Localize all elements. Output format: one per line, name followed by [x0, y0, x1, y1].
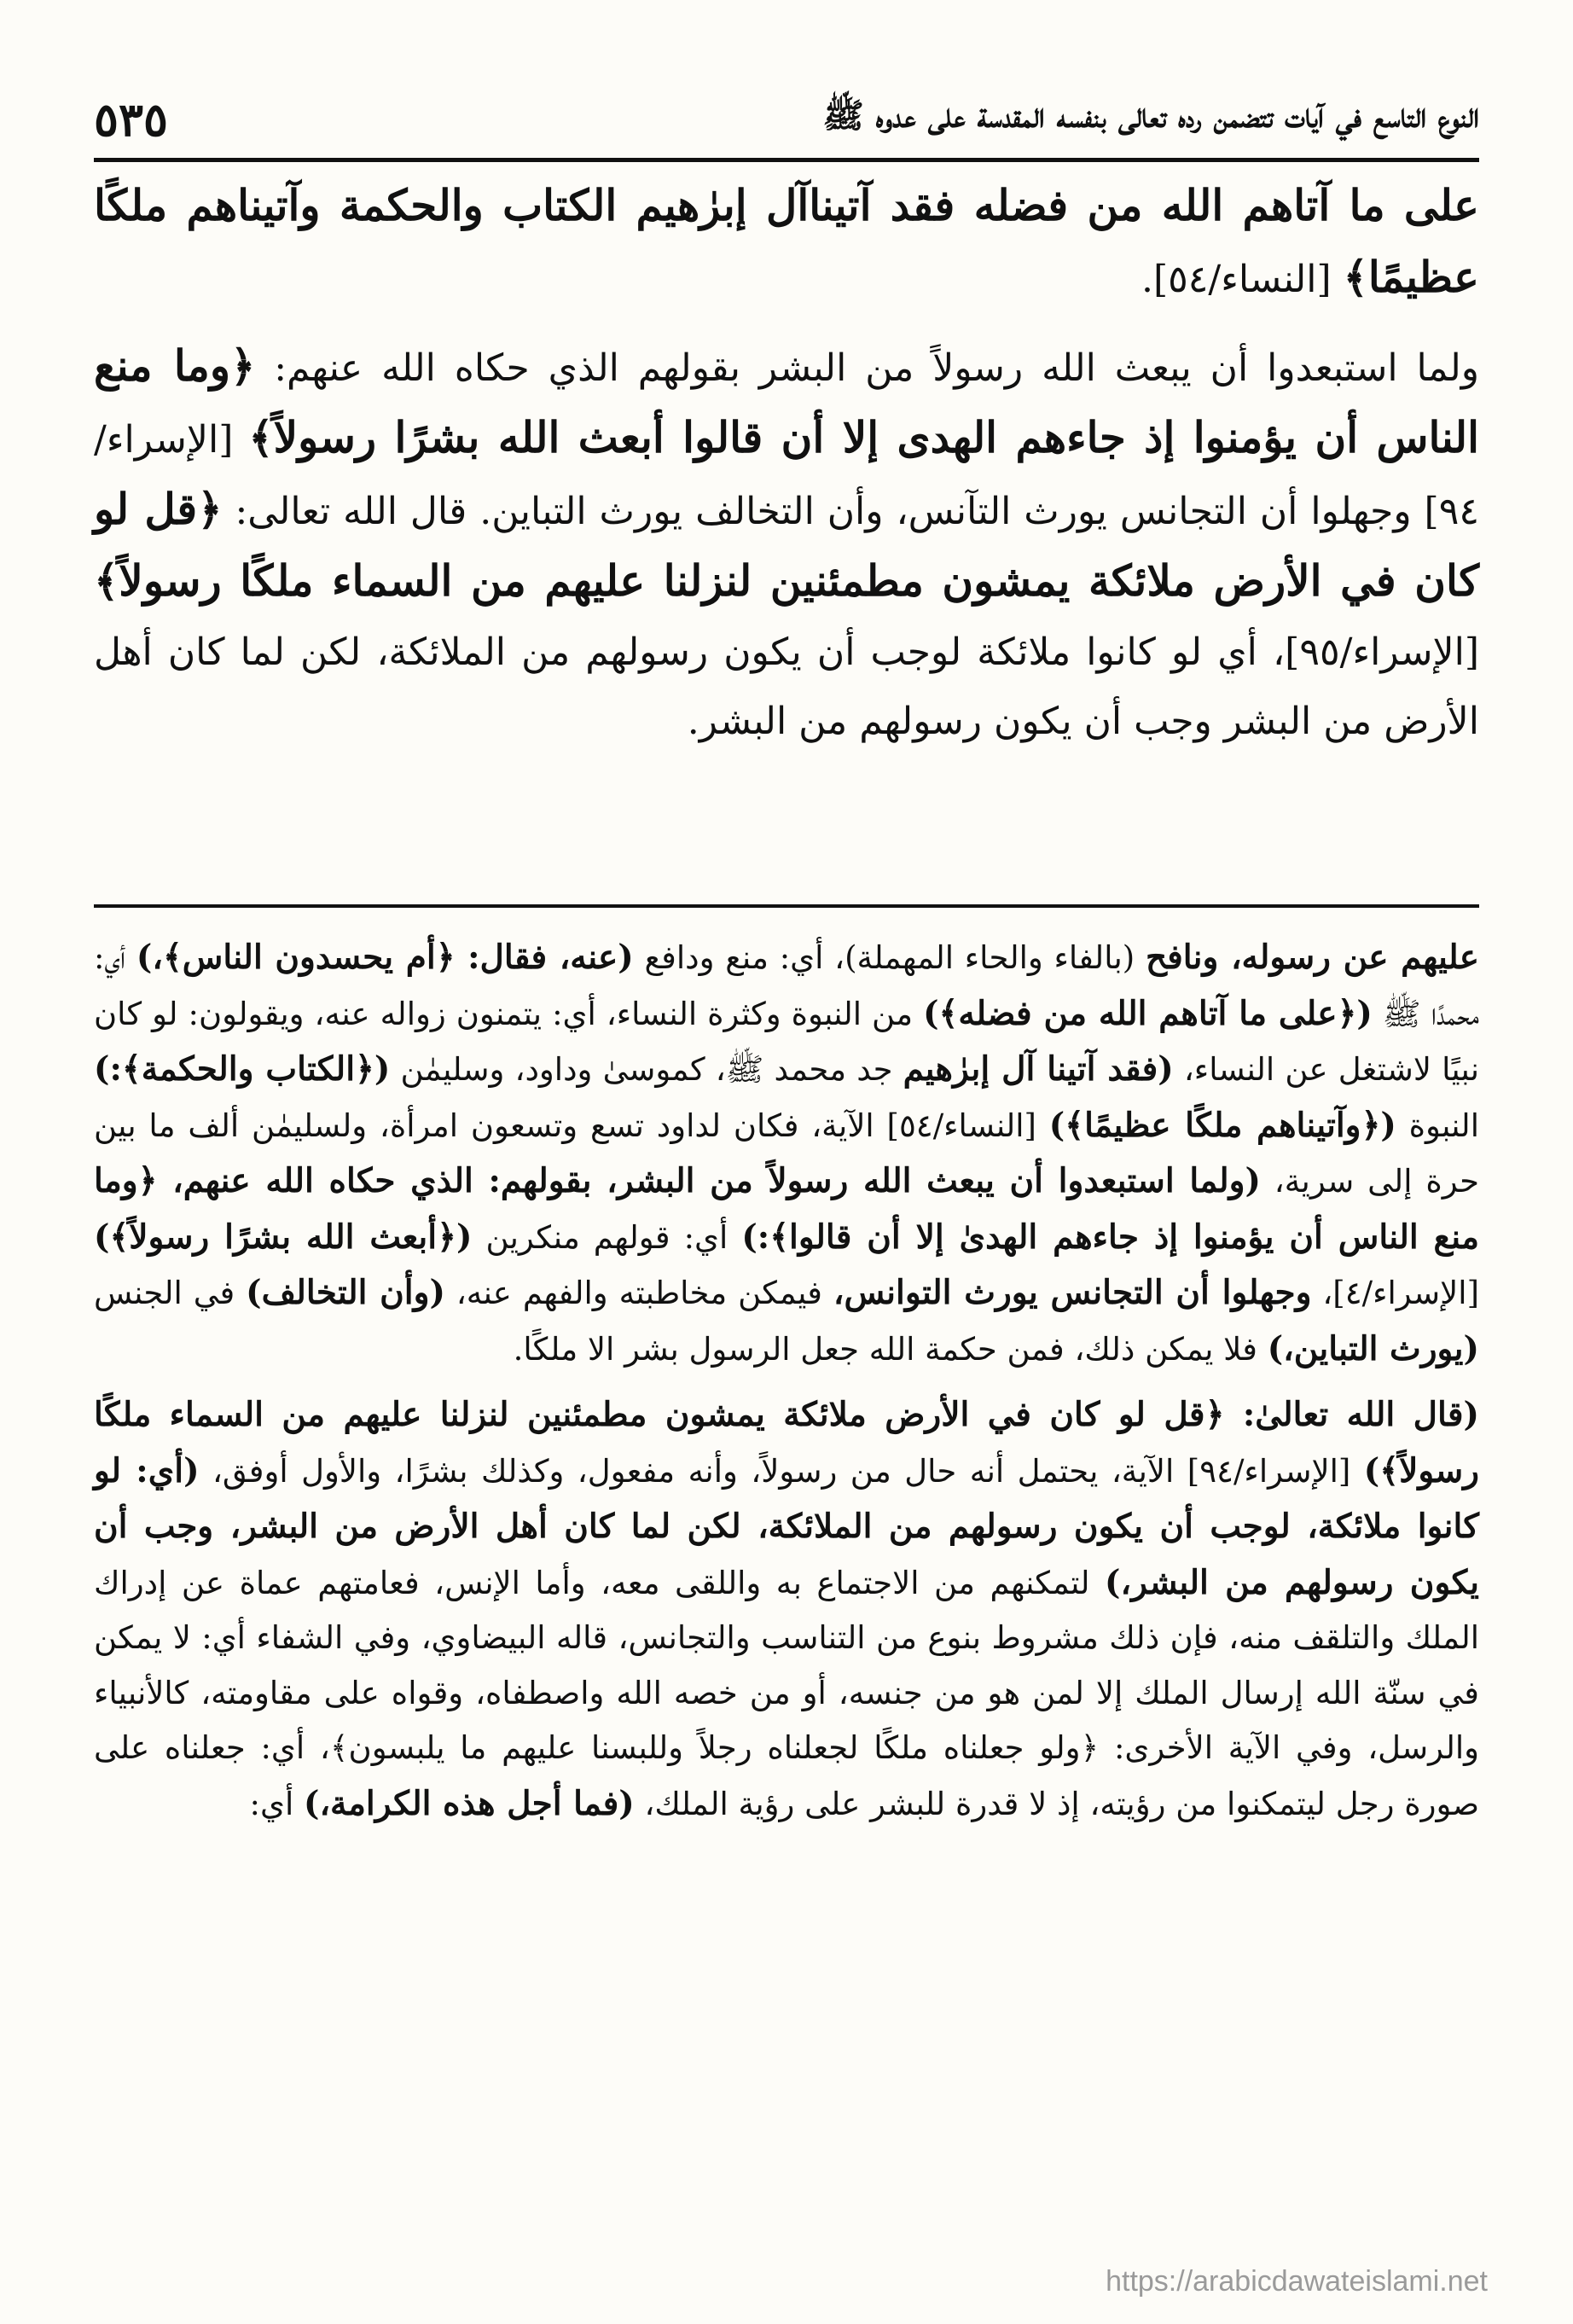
footnote-divider: [94, 904, 1479, 908]
commentary-paragraph-2: [94, 1387, 1479, 1832]
bold-span: عليهم عن رسوله، ونافح: [1145, 938, 1479, 977]
main-text: [94, 171, 1479, 773]
bold-span: (قال الله تعالىٰ: ﴿قل لو كان في الأرض ملائكة يمشون مطمئنين لنزلنا عليهم من السماء ملكًا رسولاً﴾): [94, 1395, 1480, 1490]
text-span: من النبوة وكثرة النساء، أي: يتمنون زواله عنه، ويقولون: لو كان نبيًا لاشتغل عن النساء،: [94, 995, 1479, 1088]
commentary-paragraph-1: [94, 930, 1479, 1377]
page-number: ٥٣٥: [94, 92, 169, 147]
text-span: [الإسراء/٩٥]، أي لو كانوا ملائكة لوجب أن يكون رسولهم من الملائكة، لكن لما كان أهل الأرض من البشر وجب أن يكون رسولهم من البشر.: [94, 630, 1479, 743]
text-span: [الإسراء/٩٤] وجهلوا أن التجانس يورث التآنس، وأن التخالف يورث التباين. قال الله تعالى:: [94, 418, 1479, 533]
text-span: فلا يمكن ذلك، فمن حكمة الله جعل الرسول بشر الا ملكًا.: [513, 1330, 1268, 1368]
bold-span: (عنه، فقال: ﴿أم يحسدون الناس﴾،): [136, 938, 634, 977]
text-span: فيمكن مخاطبته والفهم عنه،: [444, 1275, 833, 1311]
bold-span: (وأن التخالف): [246, 1273, 445, 1312]
quran-verse: ﴿وما منع الناس أن يؤمنوا إذ جاءهم الهدى إلا أن قالوا أبعث الله بشرًا رسولاً﴾: [94, 340, 1479, 462]
bold-span: (﴿أبعث الله بشرًا رسولاً﴾): [94, 1217, 473, 1257]
bold-span: (أي: لو كانوا ملائكة، لوجب أن يكون رسولهم من الملائكة، لكن لما كان أهل الأرض من البشر، وجب أن يكون رسولهم من البشر،): [94, 1450, 1479, 1602]
quran-verse: على ما آتاهم الله من فضله فقد آتيناآل إبرٰهيم الكتاب والحكمة وآتيناهم ملكًا عظيمًا﴾: [94, 180, 1479, 302]
text-span: جد محمد ﷺ، كموسىٰ وداود، وسليمٰن: [390, 1051, 903, 1088]
text-span: ولما استبعدوا أن يبعث الله رسولاً من البشر بقولهم الذي حكاه الله عنهم:: [255, 346, 1479, 390]
text-span: [النساء/٥٤] الآية، فكان لداود تسع وتسعون امرأة، ولسليمٰن ألف ما بين حرة إلى سرية،: [94, 1107, 1479, 1200]
commentary-text: [94, 930, 1479, 1842]
bold-span: (ولما استبعدوا أن يبعث الله رسولاً من البشر، بقولهم: الذي حكاه الله عنهم، ﴿وما منع الناس أن يؤمنوا إذ جاءهم الهدىٰ إلا أن قالوا﴾:): [94, 1161, 1479, 1257]
text-span: [الإسراء/٤]،: [1311, 1275, 1480, 1311]
page-header: [94, 81, 1479, 162]
bold-span: (﴿الكتاب والحكمة﴾:): [94, 1049, 391, 1089]
bold-span: (يورث التباين،): [1267, 1328, 1479, 1368]
text-span: [الإسراء/٩٤] الآية، يحتمل أنه حال من رسولاً، وأنه مفعول، وكذلك بشرًا، والأول أوفق،: [199, 1452, 1364, 1490]
text-span: في الجنس: [94, 1275, 247, 1311]
bold-span: (﴿وآتيناهم ملكًا عظيمًا﴾): [1048, 1105, 1396, 1145]
text-span: أي:: [249, 1785, 305, 1822]
text-span: النبوة: [1396, 1107, 1479, 1144]
quran-verse: ﴿قل لو كان في الأرض ملائكة يمشون مطمئنين لنزلنا عليهم من السماء ملكًا رسولاً﴾: [94, 484, 1479, 606]
bold-span: وجهلوا أن التجانس يورث التوانس،: [833, 1273, 1312, 1312]
text-span: (بالفاء والحاء المهملة)، أي: منع ودافع: [633, 939, 1146, 976]
bold-span: (فقد آتينا آل إبرٰهيم: [903, 1049, 1174, 1089]
watermark-url: https://arabicdawateislami.net: [1106, 2265, 1488, 2298]
running-title: النوع التاسع في آيات تتضمن رده تعالى بنفسه المقدسة على عدوه ﷺ: [822, 96, 1479, 136]
text-span: أي: محمدًا ﷺ: [94, 939, 1480, 1032]
bold-span: (فما أجل هذه الكرامة،): [304, 1783, 635, 1823]
main-paragraph-2: [94, 331, 1479, 756]
main-paragraph-1: [94, 171, 1479, 314]
verse-reference: [النساء/٥٤].: [1141, 258, 1344, 301]
text-span: لتمكنهم من الاجتماع به واللقى معه، وأما الإنس، فعامتهم عماة عن إدراك الملك والتلقف منه، فإن ذلك مشروط بنوع من التناسب والتجانس، قاله البيضاوي، وفي الشفاء أي: لا يمكن في سنّة الله إرسال الملك إلا لمن هو من جنسه، أو من خصه الله واصطفاه، وقواه على مقاومته، كالأنبياء والرسل، وفي الآية الأخرى: ﴿ولو جعلناه ملكًا لجعلناه رجلاً وللبسنا عليهم ما يلبسون﴾، أي: جعلناه على صورة رجل ليتمكنوا من رؤيته، إذ لا قدرة للبشر على رؤية الملك،: [94, 1564, 1479, 1822]
text-span: أي: قولهم منكرين: [472, 1218, 742, 1256]
bold-span: (﴿على ما آتاهم الله من فضله﴾): [923, 993, 1373, 1033]
